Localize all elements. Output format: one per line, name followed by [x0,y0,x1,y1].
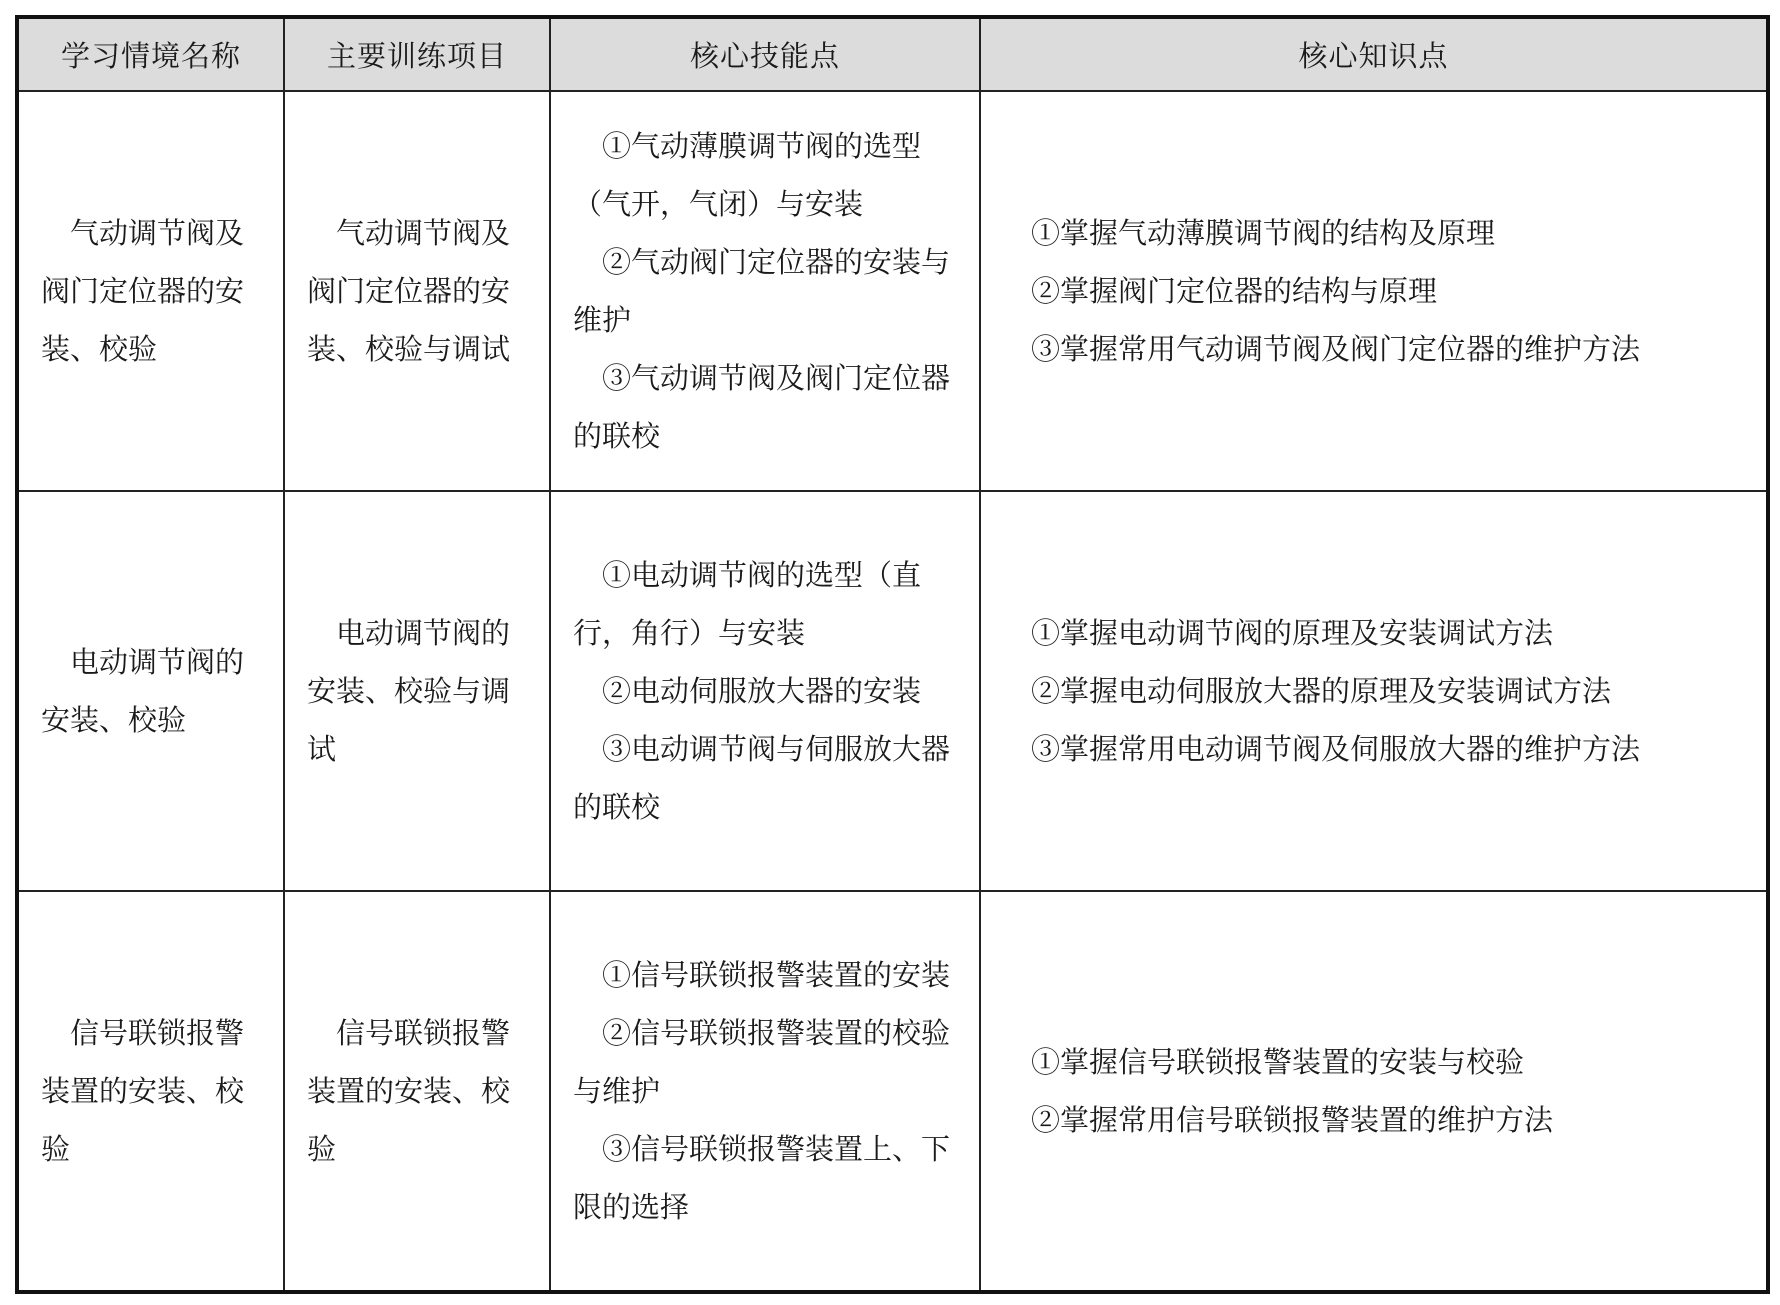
skill-item: ②信号联锁报警装置的校验与维护 [573,1016,951,1108]
knowledge-item: ③掌握常用电动调节阀及伺服放大器的维护方法 [1031,732,1641,766]
core-knowledge-cell [980,891,1768,1292]
core-skills-cell [550,491,980,891]
situation-name-cell: 气动调节阀及阀门定位器的安装、校验 [17,91,284,491]
skill-item: ③电动调节阀与伺服放大器的联校 [573,732,951,824]
skill-item: ③信号联锁报警装置上、下限的选择 [573,1132,951,1224]
header-core-knowledge: 核心知识点 [980,17,1768,91]
skill-item: ①信号联锁报警装置的安装 [602,958,951,992]
knowledge-item: ②掌握常用信号联锁报警装置的维护方法 [1031,1103,1554,1137]
situation-name-cell: 电动调节阀的安装、校验 [17,491,284,891]
table-row [17,491,1768,891]
core-knowledge-cell [980,491,1768,891]
knowledge-item: ③掌握常用气动调节阀及阀门定位器的维护方法 [1031,332,1641,366]
table-row [17,91,1768,491]
skill-item: ②气动阀门定位器的安装与维护 [573,245,951,337]
knowledge-item: ②掌握电动伺服放大器的原理及安装调试方法 [1031,674,1612,708]
header-training-project: 主要训练项目 [284,17,550,91]
knowledge-item: ①掌握信号联锁报警装置的安装与校验 [1031,1045,1525,1079]
skill-item: ②电动伺服放大器的安装 [602,674,922,708]
core-skills-cell [550,891,980,1292]
core-skills-cell [550,91,980,491]
header-row [17,17,1768,91]
situation-name-cell: 信号联锁报警装置的安装、校验 [17,891,284,1292]
training-project-cell: 信号联锁报警装置的安装、校验 [284,891,550,1292]
knowledge-item: ①掌握气动薄膜调节阀的结构及原理 [1031,216,1496,250]
header-situation-name: 学习情境名称 [17,17,284,91]
skill-item: ③气动调节阀及阀门定位器的联校 [573,361,951,453]
table-row [17,891,1768,1292]
skill-item: ①气动薄膜调节阀的选型（气开，气闭）与安装 [573,129,922,221]
training-project-cell: 气动调节阀及阀门定位器的安装、校验与调试 [284,91,550,491]
knowledge-item: ①掌握电动调节阀的原理及安装调试方法 [1031,616,1554,650]
training-project-cell: 电动调节阀的安装、校验与调试 [284,491,550,891]
course-table [15,15,1770,1294]
core-knowledge-cell [980,91,1768,491]
header-core-skills: 核心技能点 [550,17,980,91]
skill-item: ①电动调节阀的选型（直行，角行）与安装 [573,558,922,650]
knowledge-item: ②掌握阀门定位器的结构与原理 [1031,274,1438,308]
